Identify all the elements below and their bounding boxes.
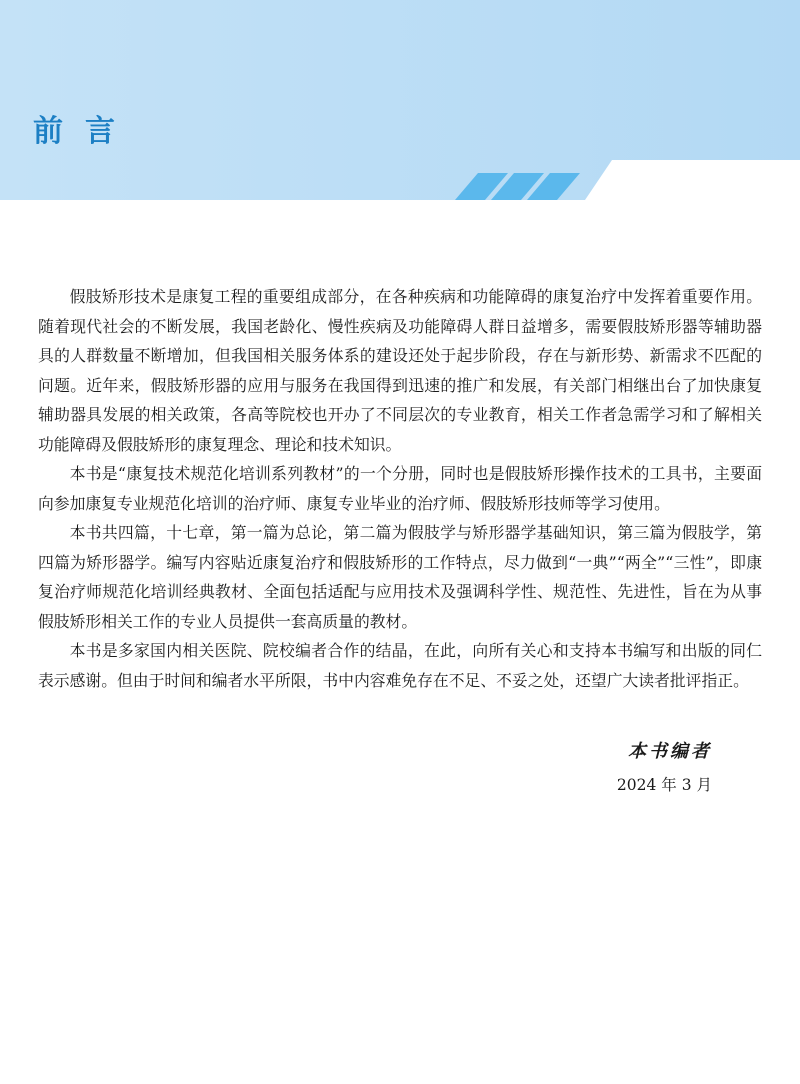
author-signature: 本书编者 [628,741,712,762]
preface-body [38,282,762,695]
paragraph-4: 本书是多家国内相关医院、院校编者合作的结晶，在此，向所有关心和支持本书编写和出版的同仁表示感谢。但由于时间和编者水平所限，书中内容难免存在不足、不妥之处，还望广大读者批评指正。 [38,641,762,690]
paragraph-3: 本书共四篇，十七章，第一篇为总论，第二篇为假肢学与矫形器学基础知识，第三篇为假肢学，第四篇为矫形器学。编写内容贴近康复治疗和假肢矫形的工作特点，尽力做到“一典”“两全”“三性”，即康复治疗师规范化培训经典教材、全面包括适配与应用技术及强调科学性、规范性、先进性，旨在为从事假肢矫形相关工作的专业人员提供一套高质量的教材。 [38,523,762,631]
paragraph-1: 假肢矫形技术是康复工程的重要组成部分，在各种疾病和功能障碍的康复治疗中发挥着重要作用。随着现代社会的不断发展，我国老龄化、慢性疾病及功能障碍人群日益增多，需要假肢矫形器等辅助器具的人群数量不断增加，但我国相关服务体系的建设还处于起步阶段，存在与新形势、新需求不匹配的问题。近年来，假肢矫形器的应用与服务在我国得到迅速的推广和发展，有关部门相继出台了加快康复辅助器具发展的相关政策，各高等院校也开办了不同层次的专业教育，相关工作者急需学习和了解相关功能障碍及假肢矫形的康复理念、理论和技术知识。 [38,287,762,454]
paragraph-2: 本书是“康复技术规范化培训系列教材”的一个分册，同时也是假肢矫形操作技术的工具书，主要面向参加康复专业规范化培训的治疗师、康复专业毕业的治疗师、假肢矫形技师等学习使用。 [38,464,762,513]
header-band-shape [0,0,800,200]
page-title: 前言 [33,114,137,149]
preface-date: 2024 年 3 月 [616,776,712,794]
